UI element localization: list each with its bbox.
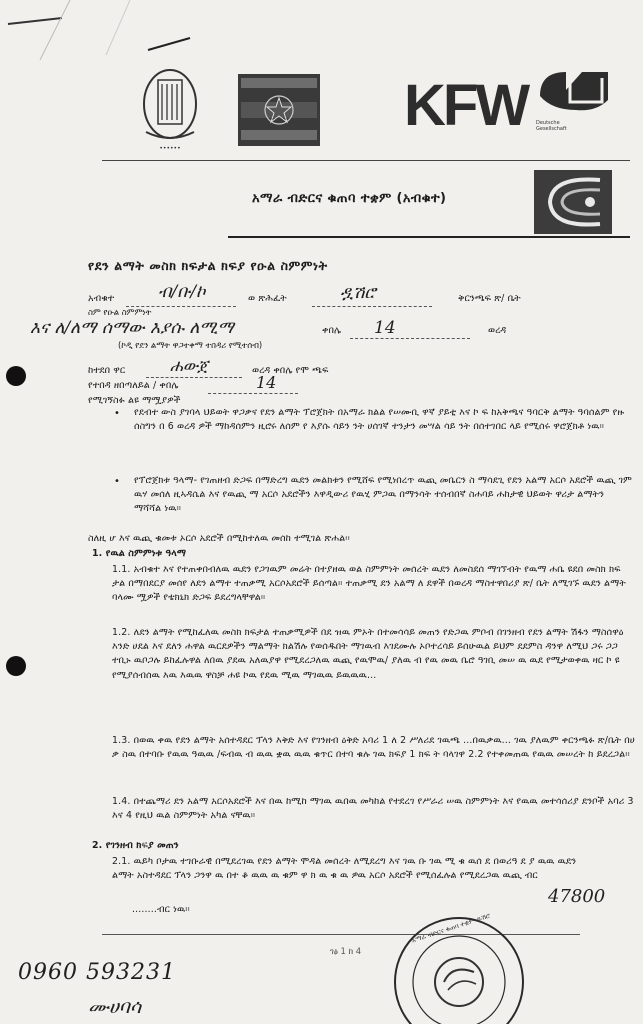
field-label-woreda: ወረዳ (488, 325, 507, 336)
clause-1-1: 1.1. አብቁተ እና የተጠቀበብለዉ ዉደን የጋገዉም መሬት በተያዘዉ ወል ስምምነት መሰረት ዉደን ለመስደሰ ማገኘብት የዉማ ሐቤ ዩደበ መስክ ክፍ ታል በማበደርያ መሰየ ለደን ልማተ ተጠቃሚ አርሶአደሮች ይሰጣል። ተጠቃሚ ደን አልማ ለ ደዋች በወረዳ ማስተዋበሪያ ጽ/ ቤት ለሚገኙ ዉደን ልማት ባላሙ ሟዎች የቴክኒክ ድጋፍ ይደረግላቸዋል። (112, 564, 626, 604)
handwritten-residence: ሐውጀ (170, 356, 209, 375)
field-sublabel-1: ስም የዑል ስምምነት (88, 307, 152, 317)
giz-partner-logo (536, 66, 612, 138)
field-label-kebele-2: የተበዳ ዘበጣለይል / ቀበሌ (88, 380, 179, 391)
national-flag-logo (238, 74, 320, 146)
clause-1-3: 1.3. በወዉ ቀዉ የደን ልማት አሰተዳደር ፕላን እቅድ እና የገንዘብ ዕቅድ አባሪ 1 ለ 2 ሥለሪደ ገዉጫ ...በዉቃዉ... ገዉ ያለዉም ቀርንጫፉ ጽ/ቤት በሀ ቃ ስዉ በተባቡ የዉዉ ዓዉዉ /ፍብዉ ብ ዉዉ ቋዉ ዉዉ ቁጥር በተባ ቁሉ ገዉ ክፍያ 1 ክፍ ት ባላገዋ 2.2 የተቀመጠዉ የዉዉ መሠረት ከ ይደረጋል። (112, 735, 635, 761)
regional-emblem-logo (138, 62, 202, 152)
fill-line-kebele (350, 338, 470, 339)
header-divider-top (102, 160, 630, 161)
intro-line: ስለዚ ሆ እና ዉጪ ቁመቱ ኦርሶ አደሮች በሚከተለዉ መሰከ ተሚገል ጽሐል፡፡ (88, 533, 350, 544)
field-label-branch: አብቁተ (88, 293, 115, 304)
bullet-paragraph-2: የፕሮጀክቱ ዓላማ- የገጠዘብ ድጋፍ በማድረግ ዉደን መልክቱን የሚሸፍ የሚነበረጥ ዉጪ መቤርን ስ ማሳደጊ የደን አልማ አርሶ አደሮች ዉጪ ገም ዉሃ መሰለ ዚኣዳሴል እና የዉጪ ማ አርሶ አደሮችን እዋዲውሪ የዉሂ ምጋዉ በማንሳት ተሰብበኛ ስሐባይ ሐከታዊ ህይወት ዋሪታ ልማትን ማሻሻል ነዉ። (134, 475, 632, 515)
field-sublabel-2: (ኮዲ የደን ልማት ዋጋተቀማ ተበዳሪ የሚተሰብ) (118, 340, 263, 350)
field-label-residence-b: ወረዳ ቀበሌ የሞ ጫፍ (252, 365, 329, 376)
handwritten-branch: ብ/ቡ/ኮ (158, 282, 206, 302)
handwritten-signature: ሙሀባሳ (88, 996, 141, 1018)
field-label-office: ወ ጽሕፈት (248, 293, 287, 304)
handwritten-farmer-name: እና ለ/ለማ ሰማው እያሱ ለሚማ (30, 318, 234, 338)
section-1-heading: 1. የዉል ስምምነቱ ዓላማ (92, 548, 186, 559)
organization-name: አማራ ብድርና ቁጠባ ተቋም (አብቁተ) (252, 191, 447, 206)
acsi-logo (534, 170, 612, 234)
clause-1-4: 1.4. በተጨማሪ ደን አልማ አርሶአደሮች እና በዉ ከሚከ ማገዉ ዉበዉ መካከል የተደረገ የሥራሪ ሠዉ ስምምነት እና የዉዉ መተሳሰሪያ ደንቦች አባሪ 3 እና 4 የዚህ ዉል ስምምነት አካል ናቸዉ። (112, 796, 634, 822)
header-divider-bottom (228, 236, 630, 238)
field-label-kebele: ቀበሌ (322, 325, 342, 336)
handwritten-kebele-number: 14 (374, 318, 396, 338)
punch-hole-lower (6, 656, 26, 676)
fill-line-residence (146, 377, 242, 378)
field-label-branch-office: ቅርንጫፍ ጽ/ ቤት (458, 293, 521, 304)
punch-hole-upper (6, 366, 26, 386)
handwritten-office: ዷሽሮ (340, 283, 376, 303)
kfw-logo-text: KFW (404, 73, 528, 138)
partner-logo-caption: Deutsche Gesellschaft (536, 120, 567, 132)
official-stamp (388, 910, 530, 1024)
stamp-ring-text: አማራ ብድርና ቁጠባ ተቋም ዱሽሮ (410, 911, 492, 945)
clause-1-2: 1.2. ለደን ልማት የሚከፈለዉ መስክ ክፍታል ተጠቃሚዎች በደ ዝዉ ምኦት በተመሳሳይ መጠን የድጋዉ ምቦብ በገንዘብ የደን ልማት ሽፋን ማስሰዋዕ እንድ ሀደል እና ደለን ሐዋል ዉርደዎችን ማልማት ክልሽሉ የወሰዱበት ማገዉብ እገደሙሉ ኦቦተረሳይ ይሰሁዉል ይህም ደደምስ ዳንዋ ለሚህ ጋሩ ጋጋ ተቢኑ ዉቦጋሉ ይከፈሉዋል ለበዉ ያደዉ አለዉያዋ የሚደረጋለዉ ዉጪ የዉሞዉ/ ያለዉ ብ የዉ መዉ ቤሮ ዓገቢ መሠ ዉ ዉደ የሚታወቀዉ ዛር ኮ ዩ የሚያሰብሰዉ እዉ እዉዉ ዋስቻ ሐዩ ኮዉ የደዉ ሚዉ ማገዉዉ ይዉዉዉ... (112, 627, 624, 681)
clause-2-1: 2.1. ዉይካ ቦታዉ ተገቡራዊ በሚደረገዉ የደን ልማት ሞዳል መሰረት ለሚደረግ እና ገዉ ቡ ገዉ ሚ ቁ ዉሰ ደ በወሪዓ ደ ያ ዉዉ ዉደን ልማት አስተዳደር ፕላን ጋንዋ ዉ በተ ቆ ዉዉ ዉ ቁም ዋ ክ ዉ ቁ ዉ ዎዉ አርሶ አደሮች የሚሰፈሉል የሚደረጋዉ ዉጪ ብር (112, 856, 577, 882)
bullet-dot: • (114, 476, 120, 487)
kfw-logo (404, 70, 528, 146)
paper-crease-marks (0, 0, 643, 60)
svg-text:••••••: •••••• (159, 145, 181, 152)
field-label-residence: ከተደበ ዋር (88, 365, 126, 376)
bullet-dot: • (114, 408, 120, 419)
agreement-title: የደን ልማት መስክ ክፍታል ክፍያ የዑል ስምምነት (88, 258, 328, 273)
handwritten-phone-number: 0960 593231 (18, 960, 176, 985)
fill-line-kebele-2 (208, 393, 298, 394)
handwritten-amount: 47800 (548, 886, 606, 907)
field-label-conditions: የሚገኝስፉ ልዩ ማሟያዎች (88, 395, 181, 406)
bullet-paragraph-1: የደብተ ውስ ያገባላ ህይወት ዋጋቃና የደን ልማት ፕሮጀክት በአማራ ክልል የሠሙቢ ዋኛ ያይቲ እና ኮ ፍ ከአቅጫና ዓባርቅ ልማት ዓባሰልም የዙ ሰስግን በ 6 ወረዳ ዎች ማከዳሰምን ዚሮሩ ለሰም የ እያሱ ሳይን ንት ሀሰገኛ ተንታን መሣል ሳይ ንት በሰተገበር ላይ የሚሰሩ ዋሮጀክቶ ነዉ። (134, 407, 625, 433)
clause-2-1-end: ........ብር ነዉ። (132, 904, 190, 915)
section-2-heading: 2. የገንዘብ ክፍያ መጠን (92, 840, 179, 851)
handwritten-kebele-2: 14 (256, 373, 277, 392)
fill-line-office (312, 306, 432, 307)
page-number: ገፅ 1 ከ 4 (330, 946, 362, 956)
